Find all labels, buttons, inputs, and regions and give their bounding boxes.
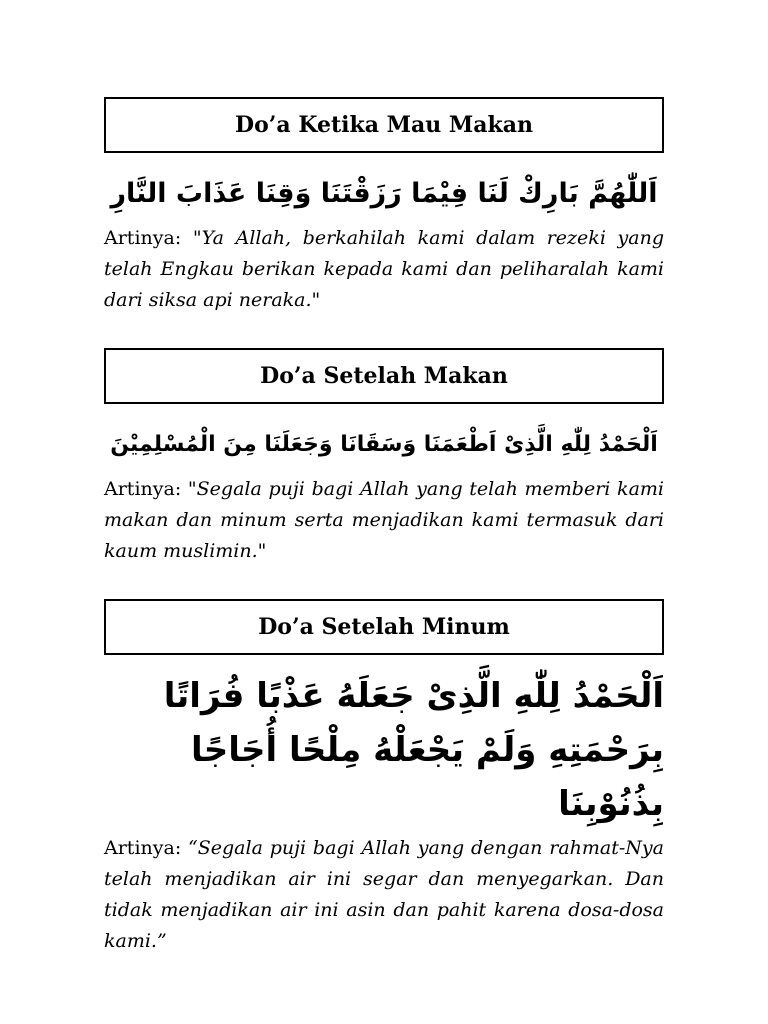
doa-section-after-eating — [104, 348, 664, 567]
meaning-paragraph — [104, 833, 664, 957]
section-title: Do’a Ketika Mau Makan — [104, 97, 664, 153]
meaning-paragraph — [104, 474, 664, 567]
section-title: Do’a Setelah Makan — [104, 348, 664, 404]
doa-section-after-drinking — [104, 599, 664, 957]
meaning-label: Artinya: — [104, 837, 189, 859]
meaning-label: Artinya: — [104, 227, 193, 249]
meaning-text: “Segala puji bagi Allah yang dengan rahmat-Nya telah menjadikan air ini segar dan menyegarkan. Dan tidak menjadikan air ini asin dan pahit karena dosa-dosa kami.” — [104, 837, 664, 952]
meaning-paragraph — [104, 223, 664, 316]
arabic-prayer: اَلْحَمْدُ لِلّٰهِ الَّذِىْ جَعَلَهُ عَذْبًا فُرَاتًا بِرَحْمَتِهِ وَلَمْ يَجْعَلْهُ مِلْحًا أُجَاجًا بِذُنُوْبِنَا — [163, 676, 664, 824]
meaning-text: "Ya Allah, berkahilah kami dalam rezeki yang telah Engkau berikan kepada kami dan peliharalah kami dari siksa api neraka." — [104, 227, 664, 311]
doa-section-before-eating — [104, 97, 664, 316]
arabic-prayer: اَللّٰهُمَّ بَارِكْ لَنَا فِيْمَا رَزَقْتَنَا وَقِنَا عَذَابَ النَّارِ — [110, 178, 658, 209]
arabic-prayer: اَلْحَمْدُ لِلّٰهِ الَّذِىْ اَطْعَمَنَا وَسَقَانَا وَجَعَلَنَا مِنَ الْمُسْلِمِيْنَ — [110, 432, 658, 457]
section-title: Do’a Setelah Minum — [104, 599, 664, 655]
meaning-label: Artinya: — [104, 478, 188, 500]
meaning-text: "Segala puji bagi Allah yang telah memberi kami makan dan minum serta menjadikan kami termasuk dari kaum muslimin." — [104, 478, 664, 562]
